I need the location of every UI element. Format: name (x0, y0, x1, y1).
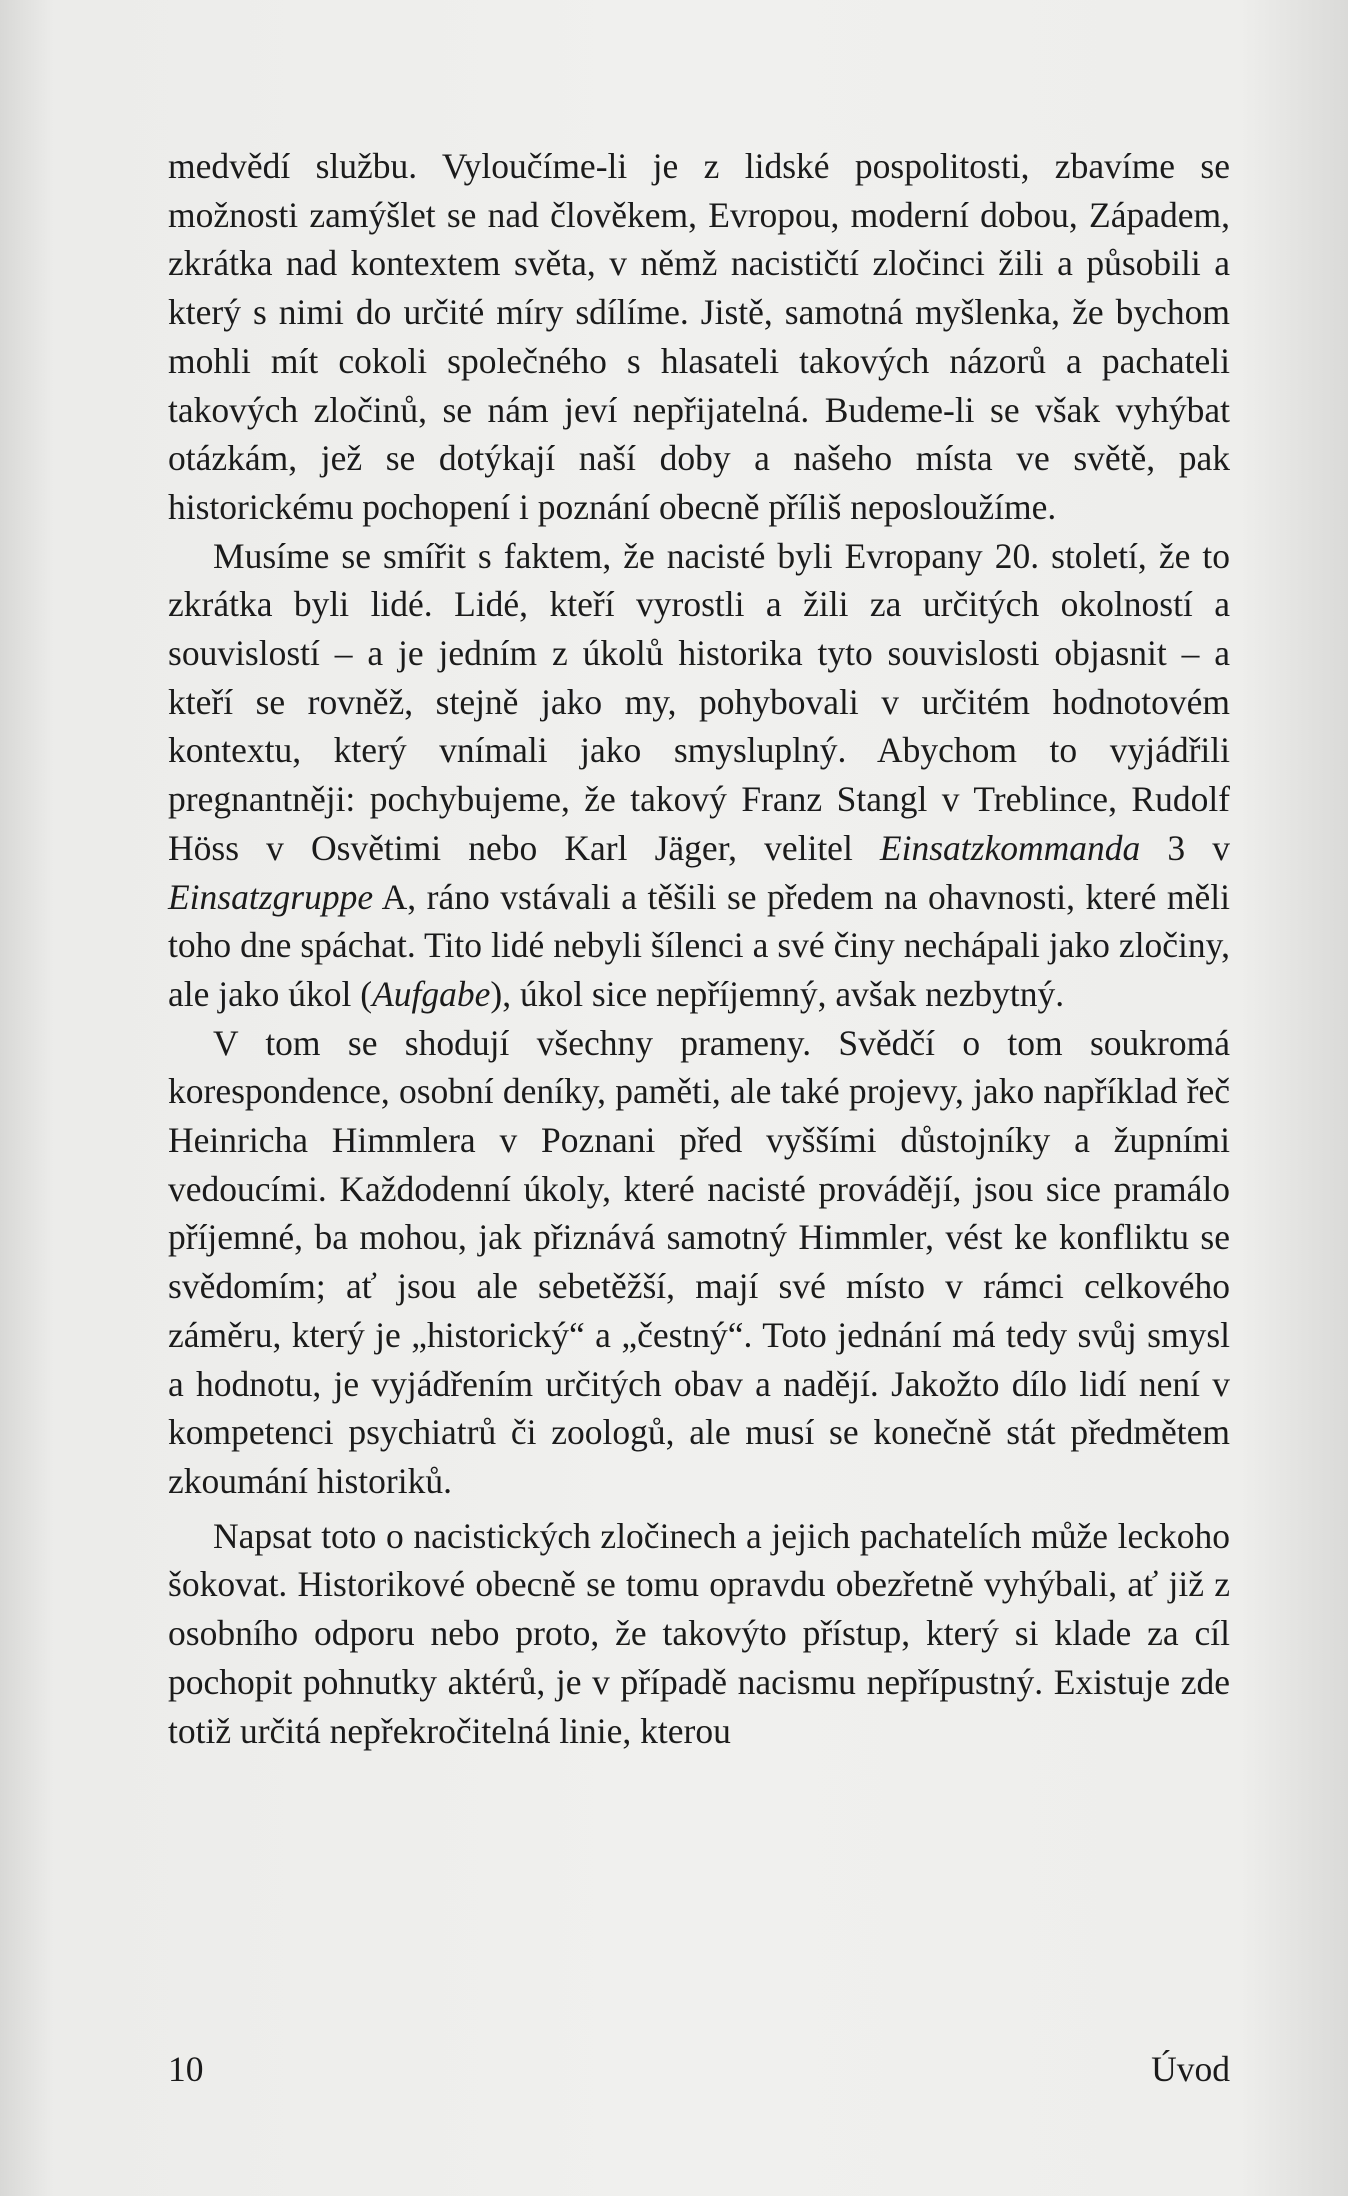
paragraph-2-text-c: A, ráno vstávali a těšili se předem na ohavnosti, které měli toho dne spáchat. Tito lidé nebyli šílenci a své činy nechápali jako zločiny, ale jako úkol ( (168, 876, 1230, 1014)
paragraph-2-text-b: 3 v (1140, 827, 1230, 868)
body-text (168, 142, 1230, 1755)
running-title: Úvod (1151, 2049, 1230, 2089)
paragraph-3: V tom se shodují všechny prameny. Svědčí o tom soukromá korespondence, osobní deníky, paměti, ale také projevy, jako například řeč Heinricha Himmlera v Poznani před vyššími důstojníky a župními vedoucími. Každodenní úkoly, které nacisté provádějí, jsou sice pramálo příjemné, ba mohou, jak přiznává samotný Himmler, vést ke konfliktu se svědomím; ať jsou ale sebetěžší, mají své místo v rámci celkového záměru, který je „historický“ a „čestný“. Toto jednání má tedy svůj smysl a hodnotu, je vyjádřením určitých obav a nadějí. Jakožto dílo lidí není v kompetenci psychiatrů či zoologů, ale musí se konečně stát předmětem zkoumání historiků. (168, 1022, 1230, 1501)
paragraph-2-text-a: Musíme se smířit s faktem, že nacisté byli Evropany 20. století, že to zkrátka byli lidé. Lidé, kteří vyrostli a žili za určitých okolností a souvislostí – a je jedním z úkolů historika tyto souvislosti objasnit – a kteří se rovněž, stejně jako my, pohybovali v určitém hodnotovém kontextu, který vnímali jako smysluplný. Abychom to vyjádřili pregnantněji: pochybujeme, že takový Franz Stangl v Treblince, Rudolf Höss v Osvětimi nebo Karl Jäger, velitel (168, 535, 1230, 868)
paragraph-2-text-d: ), úkol sice nepříjemný, avšak nezbytný. (490, 973, 1065, 1014)
term-einsatzgruppe: Einsatzgruppe (168, 876, 374, 917)
page-number: 10 (168, 2049, 204, 2089)
paragraph-1: medvědí službu. Vyloučíme-li je z lidské pospolitosti, zbavíme se možnosti zamýšlet se nad člověkem, Evropou, moderní dobou, Západem, zkrátka nad kontextem světa, v němž nacističtí zločinci žili a působili a který s nimi do určité míry sdílíme. Jistě, samotná myšlenka, že bychom mohli mít cokoli společného s hlasateli takových názorů a pachateli takových zločinů, se nám jeví nepřijatelná. Budeme-li se však vyhýbat otázkám, jež se dotýkají naší doby a našeho místa ve světě, pak historickému pochopení i poznání obecně příliš neposloužíme. (168, 146, 1230, 527)
term-aufgabe: Aufgabe (372, 973, 491, 1014)
paragraph-4: Napsat toto o nacistických zločinech a jejich pachatelích může leckoho šokovat. Historikové obecně se tomu opravdu obezřetně vyhýbali, ať již z osobního odporu nebo proto, že takovýto přístup, který si klade za cíl pochopit pohnutky aktérů, je v případě nacismu nepřípustný. Existuje zde totiž určitá nepřekročitelná linie, kterou (168, 1515, 1230, 1751)
paragraph-2 (168, 532, 1230, 1019)
term-einsatzkommando: Einsatzkommanda (879, 827, 1141, 868)
